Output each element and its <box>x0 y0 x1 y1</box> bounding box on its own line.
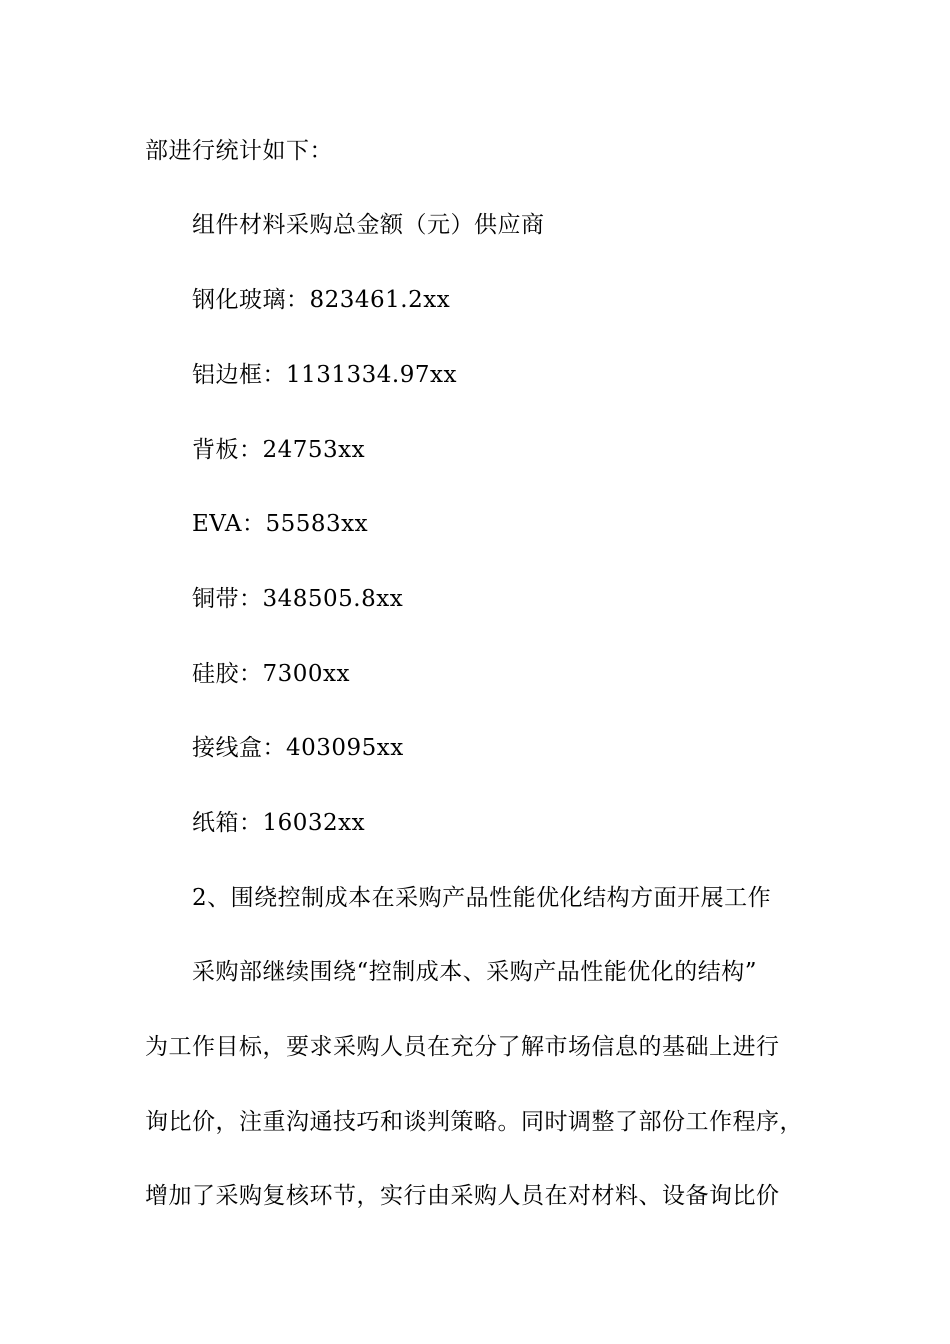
section-heading: 2、围绕控制成本在采购产品性能优化结构方面开展工作 <box>192 885 772 911</box>
text-line-item-aluminum-frame: 铝边框：1131334.97xx <box>192 362 457 388</box>
text-line-table-header: 组件材料采购总金额（元）供应商 <box>192 212 545 238</box>
paragraph-line: 询比价，注重沟通技巧和谈判策略。同时调整了部份工作程序， <box>145 1109 803 1135</box>
text-line-item-backsheet: 背板：24753xx <box>192 437 366 463</box>
text-line-continuation: 部进行统计如下： <box>145 138 333 164</box>
text-line-item-eva: EVA：55583xx <box>192 511 369 537</box>
text-line-item-carton: 纸箱：16032xx <box>192 810 366 836</box>
paragraph-line: 增加了采购复核环节，实行由采购人员在对材料、设备询比价 <box>145 1183 780 1209</box>
text-line-item-copper-ribbon: 铜带：348505.8xx <box>192 586 404 612</box>
paragraph-line: 采购部继续围绕“控制成本、采购产品性能优化的结构” <box>192 959 758 985</box>
text-line-item-tempered-glass: 钢化玻璃：823461.2xx <box>192 287 451 313</box>
paragraph-line: 为工作目标，要求采购人员在充分了解市场信息的基础上进行 <box>145 1034 780 1060</box>
text-line-item-junction-box: 接线盒：403095xx <box>192 735 404 761</box>
text-line-item-silicone: 硅胶：7300xx <box>192 661 350 687</box>
